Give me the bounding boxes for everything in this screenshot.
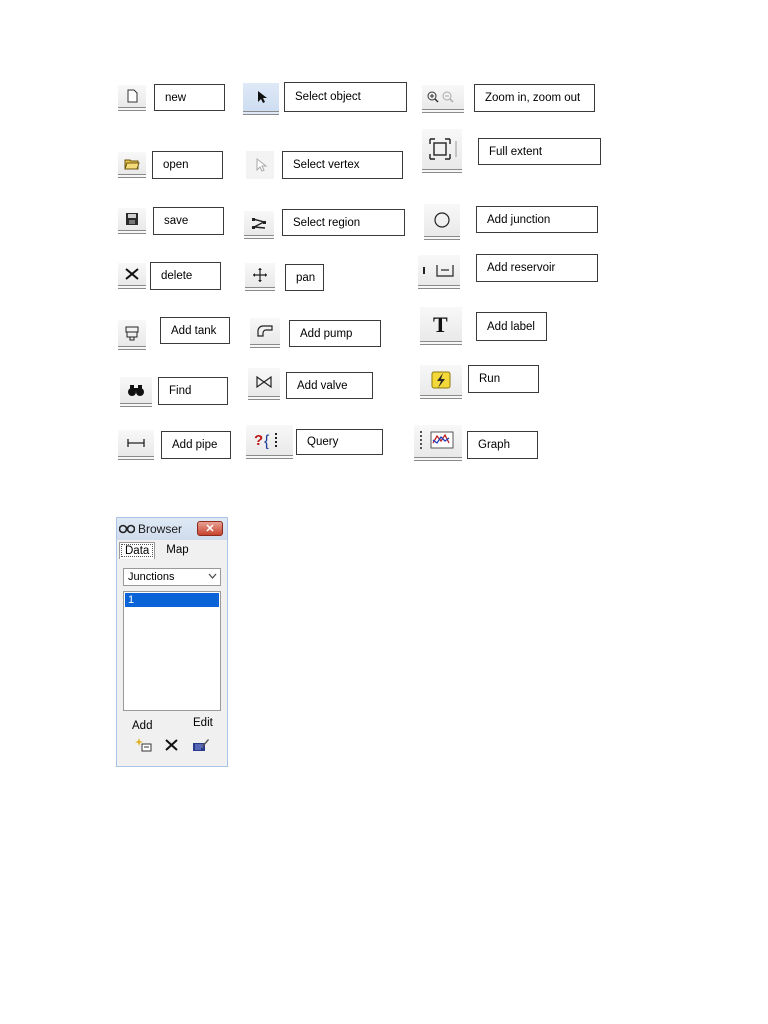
new-file-icon [118, 85, 146, 111]
tank-icon [118, 320, 146, 350]
tab-map[interactable]: Map [166, 544, 189, 556]
add-object-icon[interactable] [135, 737, 153, 753]
vertex-cursor-icon [246, 151, 274, 179]
add-tank-label: Add tank [160, 317, 230, 344]
new-label: new [154, 84, 225, 111]
save-disk-icon [118, 208, 146, 234]
valve-icon [248, 368, 280, 400]
full-extent-icon [422, 129, 462, 173]
browser-tabs [119, 542, 194, 560]
open-folder-icon [118, 152, 146, 178]
list-item[interactable]: 1 [125, 593, 219, 607]
pan-icon [245, 263, 275, 291]
graph-label: Graph [467, 431, 538, 459]
zoom-label: Zoom in, zoom out [474, 84, 595, 112]
edit-caption: Edit [193, 717, 213, 729]
save-label: save [153, 207, 224, 235]
select-object-label: Select object [284, 82, 407, 112]
chevron-down-icon [208, 573, 217, 580]
delete-x-icon [118, 263, 146, 289]
query-label: Query [296, 429, 383, 455]
edit-object-icon[interactable] [192, 737, 210, 753]
graph-icon [414, 425, 462, 461]
svg-text:T: T [433, 313, 448, 335]
full-extent-label: Full extent [478, 138, 601, 165]
browser-window [116, 517, 228, 767]
find-label: Find [158, 377, 228, 405]
open-label: open [152, 151, 223, 179]
delete-object-icon[interactable] [163, 737, 181, 753]
pump-icon [250, 318, 280, 348]
run-lightning-icon [420, 365, 462, 399]
close-button[interactable]: ✕ [197, 521, 223, 536]
add-label-label: Add label [476, 312, 547, 341]
delete-label: delete [150, 262, 221, 290]
svg-text:?: ? [253, 432, 263, 449]
add-reservoir-label: Add reservoir [476, 254, 598, 282]
select-region-icon [244, 211, 274, 239]
object-listbox[interactable] [123, 591, 221, 711]
pipe-icon [118, 430, 154, 460]
run-label: Run [468, 365, 539, 393]
tab-data[interactable]: Data [119, 542, 155, 559]
zoom-icon [422, 85, 464, 113]
add-pipe-label: Add pipe [161, 431, 231, 459]
browser-title: Browser [138, 522, 183, 536]
browser-titlebar[interactable] [117, 518, 227, 540]
pan-label: pan [285, 264, 324, 291]
object-type-value: Junctions [128, 571, 175, 583]
query-icon [246, 425, 293, 459]
label-t-icon [420, 307, 462, 345]
object-type-select[interactable] [123, 568, 221, 586]
svg-text:{: { [263, 433, 269, 449]
select-vertex-label: Select vertex [282, 151, 403, 179]
add-pump-label: Add pump [289, 320, 381, 347]
add-caption: Add [132, 720, 153, 732]
arrow-cursor-icon [243, 83, 279, 115]
reservoir-icon [418, 255, 460, 289]
add-junction-label: Add junction [476, 206, 598, 233]
junction-icon [424, 204, 460, 240]
browser-app-icon [119, 523, 135, 535]
binoculars-icon [120, 377, 152, 407]
select-region-label: Select region [282, 209, 405, 236]
add-valve-label: Add valve [286, 372, 373, 399]
